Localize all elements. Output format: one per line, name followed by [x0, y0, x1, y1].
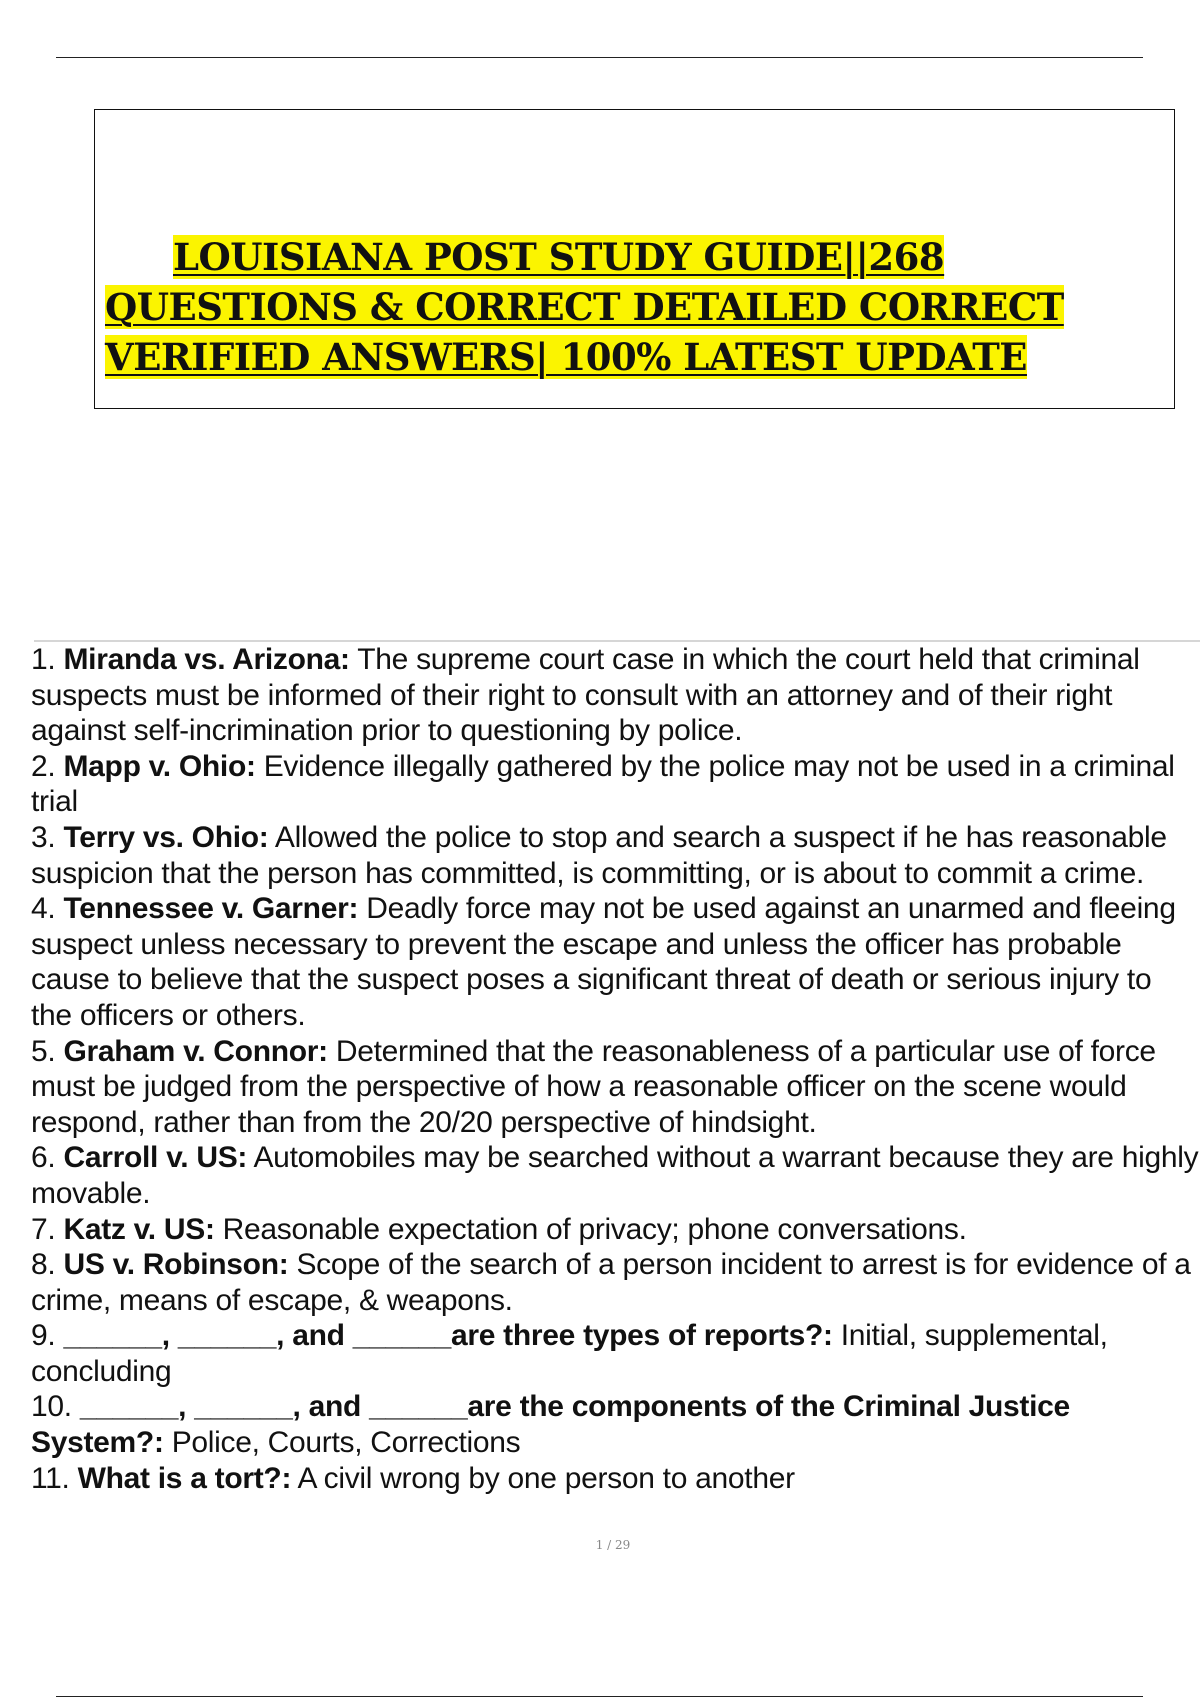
- item-term: US v. Robinson:: [63, 1248, 289, 1282]
- list-item: [31, 1318, 1200, 1389]
- title-box: [94, 109, 1175, 409]
- item-answer: Determined that the reasonableness of a particular use of force must be judged from the perspective of how a reasonable officer on the scene would respond, rather than from the 20/20 perspective of hindsight.: [31, 1034, 1156, 1139]
- qa-list: [31, 642, 1200, 1496]
- item-answer: Allowed the police to stop and search a suspect if he has reasonable suspicion that the person has committed, is committing, or is about to commit a crime.: [31, 820, 1167, 890]
- item-answer: Reasonable expectation of privacy; phone conversations.: [214, 1212, 967, 1246]
- document-title: [105, 232, 1165, 382]
- top-rule: [56, 57, 1143, 58]
- item-number: 11.: [31, 1461, 70, 1495]
- title-line-2: QUESTIONS & CORRECT DETAILED CORRECT: [105, 285, 1064, 329]
- item-answer: Deadly force may not be used against an unarmed and fleeing suspect unless necessary to prevent the escape and unless the officer has probable cause to believe that the suspect poses a significant threat of death or serious injury to the officers or others.: [31, 892, 1176, 1032]
- bottom-rule: [56, 1696, 1143, 1697]
- list-item: [31, 642, 1200, 749]
- item-term: What is a tort?:: [77, 1461, 292, 1495]
- list-item: [31, 1140, 1200, 1211]
- item-term: Katz v. US:: [63, 1212, 215, 1246]
- list-item: [31, 1461, 1200, 1497]
- item-number: 1.: [31, 643, 56, 676]
- item-number: 7.: [31, 1212, 56, 1246]
- item-number: 3.: [31, 820, 56, 854]
- title-line-1: LOUISIANA POST STUDY GUIDE||268: [173, 235, 945, 279]
- item-answer: Initial, supplemental, concluding: [31, 1319, 1108, 1388]
- list-item: [31, 1034, 1200, 1141]
- item-answer: Scope of the search of a person incident to arrest is for evidence of a crime, means of escape, & weapons.: [31, 1248, 1191, 1317]
- list-item: [31, 891, 1200, 1033]
- item-number: 5.: [31, 1034, 56, 1068]
- item-answer: A civil wrong by one person to another: [291, 1461, 795, 1495]
- item-answer: Evidence illegally gathered by the police may not be used in a criminal trial: [31, 749, 1175, 819]
- item-term: Terry vs. Ohio:: [63, 820, 269, 854]
- item-term: Graham v. Connor:: [63, 1034, 328, 1068]
- item-term: Carroll v. US:: [63, 1141, 248, 1175]
- title-line-3: VERIFIED ANSWERS| 100% LATEST UPDATE: [105, 335, 1027, 379]
- item-term: ______, ______, and ______are three types of reports?:: [63, 1319, 833, 1353]
- page-number: 1 / 29: [595, 1538, 631, 1552]
- list-item: [31, 820, 1200, 891]
- item-number: 2.: [31, 749, 56, 783]
- item-number: 10.: [31, 1390, 72, 1424]
- item-answer: Automobiles may be searched without a warrant because they are highly movable.: [31, 1141, 1199, 1210]
- item-answer: The supreme court case in which the court held that criminal suspects must be informed of their right to consult with an attorney and of their right against self-incrimination prior to questioning by police.: [31, 643, 1140, 748]
- list-item: [31, 749, 1200, 820]
- list-item: [31, 1247, 1200, 1318]
- item-answer: Police, Courts, Corrections: [163, 1426, 521, 1460]
- item-term: Mapp v. Ohio:: [63, 749, 256, 783]
- item-number: 8.: [31, 1248, 56, 1282]
- item-term: ______, ______, and ______are the components of the Criminal Justice System?:: [31, 1390, 1070, 1460]
- item-number: 6.: [31, 1141, 56, 1175]
- item-number: 4.: [31, 892, 56, 926]
- list-item: [31, 1212, 1200, 1248]
- item-number: 9.: [31, 1319, 56, 1353]
- item-term: Tennessee v. Garner:: [63, 892, 359, 926]
- item-term: Miranda vs. Arizona:: [63, 643, 350, 676]
- list-item: [31, 1389, 1200, 1460]
